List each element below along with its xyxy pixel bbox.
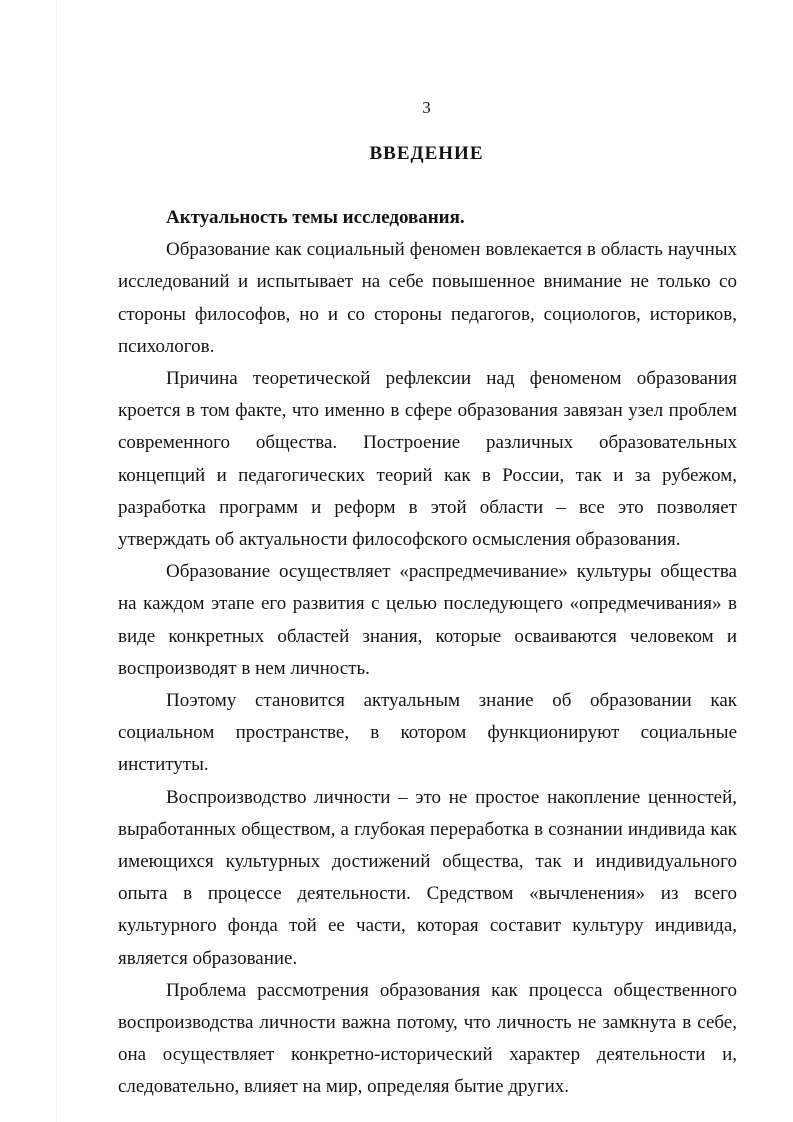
paragraph: Причина теоретической рефлексии над феноменом образования кроется в том факте, что именно в сфере образования завязан узел проблем современного общества. Построение различных образовательных концепций и педагогических теорий как в России, так и за рубежом, разработка программ и реформ в этой области – все это позволяет утверждать об актуальности философского осмысления образования. (118, 368, 737, 551)
body-text (118, 202, 737, 1104)
paragraph: Поэтому становится актуальным знание об образовании как социальном пространстве, в котором функционируют социальные институты. (118, 690, 737, 776)
section-subtitle: Актуальность темы исследования. (166, 207, 465, 228)
paragraph: Проблема рассмотрения образования как процесса общественного воспроизводства личности важна потому, что личность не замкнута в себе, она осуществляет конкретно-исторический характер деятельности и, следовательно, влияет на мир, определяя бытие других. (118, 979, 737, 1098)
paragraph: Образование как социальный феномен вовлекается в область научных исследований и испытывает на себе повышенное внимание не только со стороны философов, но и со стороны педагогов, социологов, историков, психологов. (118, 239, 737, 357)
section-heading: ВВЕДЕНИЕ (369, 143, 484, 164)
scan-edge-shadow (56, 0, 57, 1122)
paragraph: Воспроизводство личности – это не простое накопление ценностей, выработанных обществом, а глубокая переработка в сознании индивида как имеющихся культурных достижений общества, так и индивидуального опыта в процессе деятельности. Средством «вычленения» из всего культурного фонда той ее части, которая составит культуру индивида, является образование. (118, 786, 737, 969)
page-number: 3 (422, 98, 431, 117)
paragraph: Образование осуществляет «распредмечивание» культуры общества на каждом этапе его развития с целью последующего «опредмечивания» в виде конкретных областей знания, которые осваиваются человеком и воспроизводят в нем личность. (118, 561, 737, 679)
